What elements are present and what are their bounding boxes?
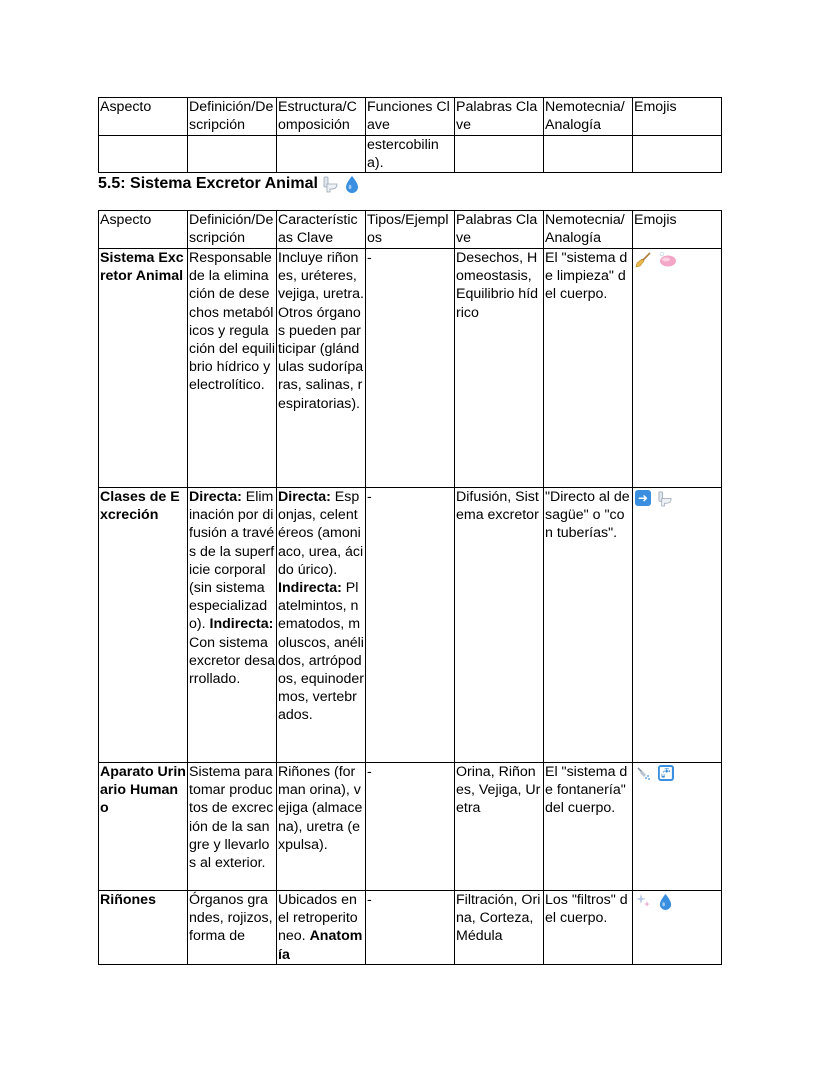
emojis-cell bbox=[633, 488, 722, 763]
soap-icon bbox=[658, 251, 677, 268]
droplet-icon bbox=[658, 893, 673, 910]
direct-label: Directa: bbox=[278, 489, 331, 505]
aspect-cell: Clases de Excreción bbox=[99, 488, 188, 763]
indirect-text: Con sistema excretor desarrollado. bbox=[189, 634, 275, 688]
table-cell: estercobilina). bbox=[366, 136, 455, 173]
table-row bbox=[99, 249, 722, 488]
keywords-cell: Desechos, Homeostasis, Equilibrio hídrico bbox=[455, 249, 544, 488]
table-header-row bbox=[99, 211, 722, 249]
keywords-cell: Difusión, Sistema excretor bbox=[455, 488, 544, 763]
table-row bbox=[99, 891, 722, 965]
features-cell bbox=[277, 891, 366, 965]
toilet-icon bbox=[657, 490, 674, 507]
table-row bbox=[99, 136, 722, 173]
table-cell bbox=[544, 136, 633, 173]
header-cell: Nemotecnia/ Analogía bbox=[544, 98, 633, 136]
definition-cell: Sistema para tomar productos de excreción de la sangre y llevarlos al exterior. bbox=[188, 763, 277, 891]
features-cell: Incluye riñones, uréteres, vejiga, uretra. Otros órganos pueden participar (glándulas sudoríparas, salinas, respiratorias). bbox=[277, 249, 366, 488]
emojis-cell bbox=[633, 249, 722, 488]
mnemonic-cell: "Directo al desagüe" o "con tuberías". bbox=[544, 488, 633, 763]
emojis-cell bbox=[633, 891, 722, 965]
features-bold: Anatomía bbox=[278, 928, 363, 963]
features-text: Ubicados en el retroperitoneo. bbox=[278, 892, 358, 945]
table-row bbox=[99, 763, 722, 891]
header-cell: Aspecto bbox=[99, 98, 188, 136]
section-heading bbox=[98, 174, 360, 194]
definition-cell: Responsable de la eliminación de desechos metabólicos y regulación del equilibrio hídrico y electrolítico. bbox=[188, 249, 277, 488]
header-cell: Definición/Descripción bbox=[188, 211, 277, 249]
header-cell: Tipos/Ejemplos bbox=[366, 211, 455, 249]
indirect-label: Indirecta: bbox=[278, 580, 342, 597]
mnemonic-cell: El "sistema de fontanería" del cuerpo. bbox=[544, 763, 633, 891]
header-cell: Emojis bbox=[633, 211, 722, 249]
header-cell: Definición/Descripción bbox=[188, 98, 277, 136]
keywords-cell: Orina, Riñones, Vejiga, Uretra bbox=[455, 763, 544, 891]
broom-icon bbox=[635, 251, 652, 268]
types-cell: - bbox=[366, 488, 455, 763]
emojis-cell bbox=[633, 763, 722, 891]
header-cell: Funciones Clave bbox=[366, 98, 455, 136]
table-cell bbox=[99, 136, 188, 173]
right-arrow-icon: ➜ bbox=[635, 490, 651, 506]
header-cell: Palabras Clave bbox=[455, 98, 544, 136]
features-cell: Riñones (forman orina), vejiga (almacena), uretra (expulsa). bbox=[277, 763, 366, 891]
header-cell: Nemotecnia/ Analogía bbox=[544, 211, 633, 249]
header-cell: Palabras Clave bbox=[455, 211, 544, 249]
potable-water-icon: 🚰︎ bbox=[658, 766, 674, 780]
aspect-cell: Aparato Urinario Humano bbox=[99, 763, 188, 891]
shower-icon bbox=[635, 765, 652, 782]
aspect-cell: Riñones bbox=[99, 891, 188, 965]
aspect-cell: Sistema Excretor Animal bbox=[99, 249, 188, 488]
types-cell: - bbox=[366, 249, 455, 488]
types-cell: - bbox=[366, 891, 455, 965]
direct-label: Directa: bbox=[189, 489, 242, 505]
table-row bbox=[99, 488, 722, 763]
indirect-text: Platelmintos, nematodos, moluscos, anélidos, artrópodos, equinodermos, vertebrados. bbox=[278, 580, 364, 724]
droplet-icon bbox=[344, 175, 360, 193]
mnemonic-cell: Los "filtros" del cuerpo. bbox=[544, 891, 633, 965]
features-cell bbox=[277, 488, 366, 763]
mnemonic-cell: El "sistema de limpieza" del cuerpo. bbox=[544, 249, 633, 488]
excretory-system-table bbox=[98, 210, 722, 965]
table-header-row bbox=[99, 98, 722, 136]
definition-cell bbox=[188, 488, 277, 763]
header-cell: Estructura/Composición bbox=[277, 98, 366, 136]
header-cell: Características Clave bbox=[277, 211, 366, 249]
sparkles-icon bbox=[635, 893, 652, 910]
table-cell bbox=[277, 136, 366, 173]
table-cell bbox=[633, 136, 722, 173]
direct-text: Eliminación por difusión a través de la superficie corporal (sin sistema especializado). bbox=[189, 489, 275, 633]
section-title: 5.5: Sistema Excretor Animal bbox=[98, 175, 318, 192]
toilet-icon bbox=[322, 175, 340, 193]
table-cell bbox=[188, 136, 277, 173]
definition-cell: Órganos grandes, rojizos, forma de bbox=[188, 891, 277, 965]
indirect-label: Indirecta: bbox=[209, 616, 274, 633]
table-cell bbox=[455, 136, 544, 173]
header-cell: Aspecto bbox=[99, 211, 188, 249]
keywords-cell: Filtración, Orina, Corteza, Médula bbox=[455, 891, 544, 965]
previous-table bbox=[98, 97, 722, 173]
header-cell: Emojis bbox=[633, 98, 722, 136]
types-cell: - bbox=[366, 763, 455, 891]
direct-text: Esponjas, celentéreos (amoniaco, urea, ácido úrico). bbox=[278, 489, 364, 578]
